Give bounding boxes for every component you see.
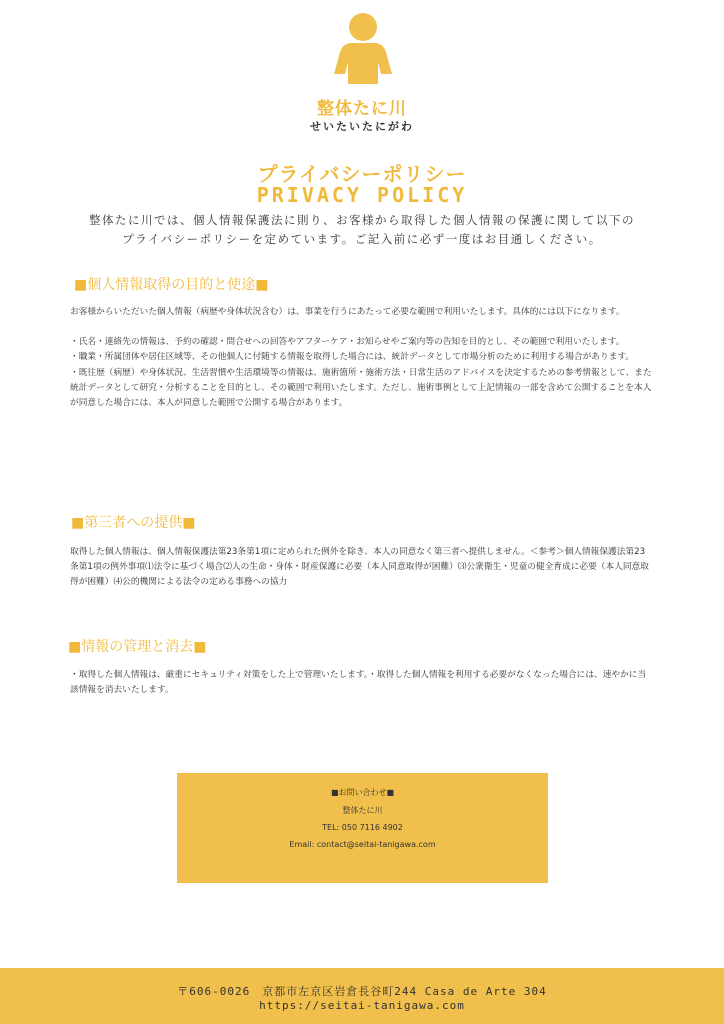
- contact-box: [177, 773, 548, 883]
- footer-address: 〒606-0026 京都市左京区岩倉長谷町244 Casa de Arte 304: [177, 985, 547, 998]
- contact-email[interactable]: Email: contact@seitai-tanigawa.com: [289, 840, 436, 849]
- brand-name: 整体たに川: [317, 99, 407, 119]
- section-heading-purpose: ■個人情報取得の目的と使途■: [74, 277, 269, 293]
- contact-heading: ■お問い合わせ■: [330, 788, 395, 797]
- section-heading-management: ■情報の管理と消去■: [68, 639, 207, 655]
- section-body-third-party: [70, 545, 652, 591]
- contact-phone[interactable]: TEL: 050 7116 4902: [322, 823, 403, 832]
- person-icon: [330, 12, 396, 84]
- footer-url[interactable]: https://seitai-tanigawa.com: [259, 999, 465, 1012]
- section-body-purpose: [70, 305, 652, 411]
- section-paragraph: ・既往歴（病歴）や身体状況、生活習慣や生活環境等の情報は、施術箇所・施術方法・日常生活のアドバイスを決定するための参考情報として、また統計データとして研究・分析することを目的とし、その範囲で利用いたします。ただし、施術事例として上記情報の一部を含めて公開することを本人が同意した場合には、本人が同意した範囲で公開する場合があります。: [70, 367, 652, 409]
- intro-text: [40, 211, 684, 249]
- section-heading-third-party: ■第三者への提供■: [71, 515, 196, 531]
- section-paragraph: 取得した個人情報は、個人情報保護法第23条第1項に定められた例外を除き、本人の同意なく第三者へ提供しません。＜参考＞個人情報保護法第23条第1項の例外事項⑴法令に基づく場合⑵人の生命・身体・財産保護に必要（本人同意取得が困難）⑶公衆衛生・児童の健全育成に必要（本人同意取得が困難）⑷公的機関による法令の定める事務への協力: [70, 547, 649, 588]
- footer: [0, 968, 724, 1024]
- section-paragraph: ・取得した個人情報は、厳重にセキュリティ対策をした上で管理いたします。・取得した個人情報を利用する必要がなくなった場合には、速やかに当該情報を消去いたします。: [70, 670, 647, 696]
- section-paragraph: お客様からいただいた個人情報（病歴や身体状況含む）は、事業を行うにあたって必要な範囲で利用いたします。具体的には以下になります。: [70, 307, 625, 317]
- section-paragraph: ・職業・所属団体や居住区域等、その他個人に付随する情報を取得した場合には、統計データとして市場分析のために利用する場合があります。: [70, 352, 634, 363]
- brand-reading: せいたいたにがわ: [310, 120, 414, 133]
- contact-name: 整体たに川: [342, 806, 383, 815]
- page-title-english: PRIVACY POLICY: [256, 183, 468, 207]
- intro-line: プライバシーポリシーを定めています。ご記入前に必ず一度はお目通しください。: [122, 232, 602, 246]
- section-body-management: [70, 668, 652, 698]
- intro-line: 整体たに川では、個人情報保護法に則り、お客様から取得した個人情報の保護に関して以下の: [89, 213, 635, 227]
- section-paragraph: ・氏名・連絡先の情報は、予約の確認・問合せへの回答やアフターケア・お知らせやご案内等の告知を目的とし、その範囲で利用いたします。: [70, 337, 625, 348]
- page-title-japanese: プライバシーポリシー: [257, 162, 467, 186]
